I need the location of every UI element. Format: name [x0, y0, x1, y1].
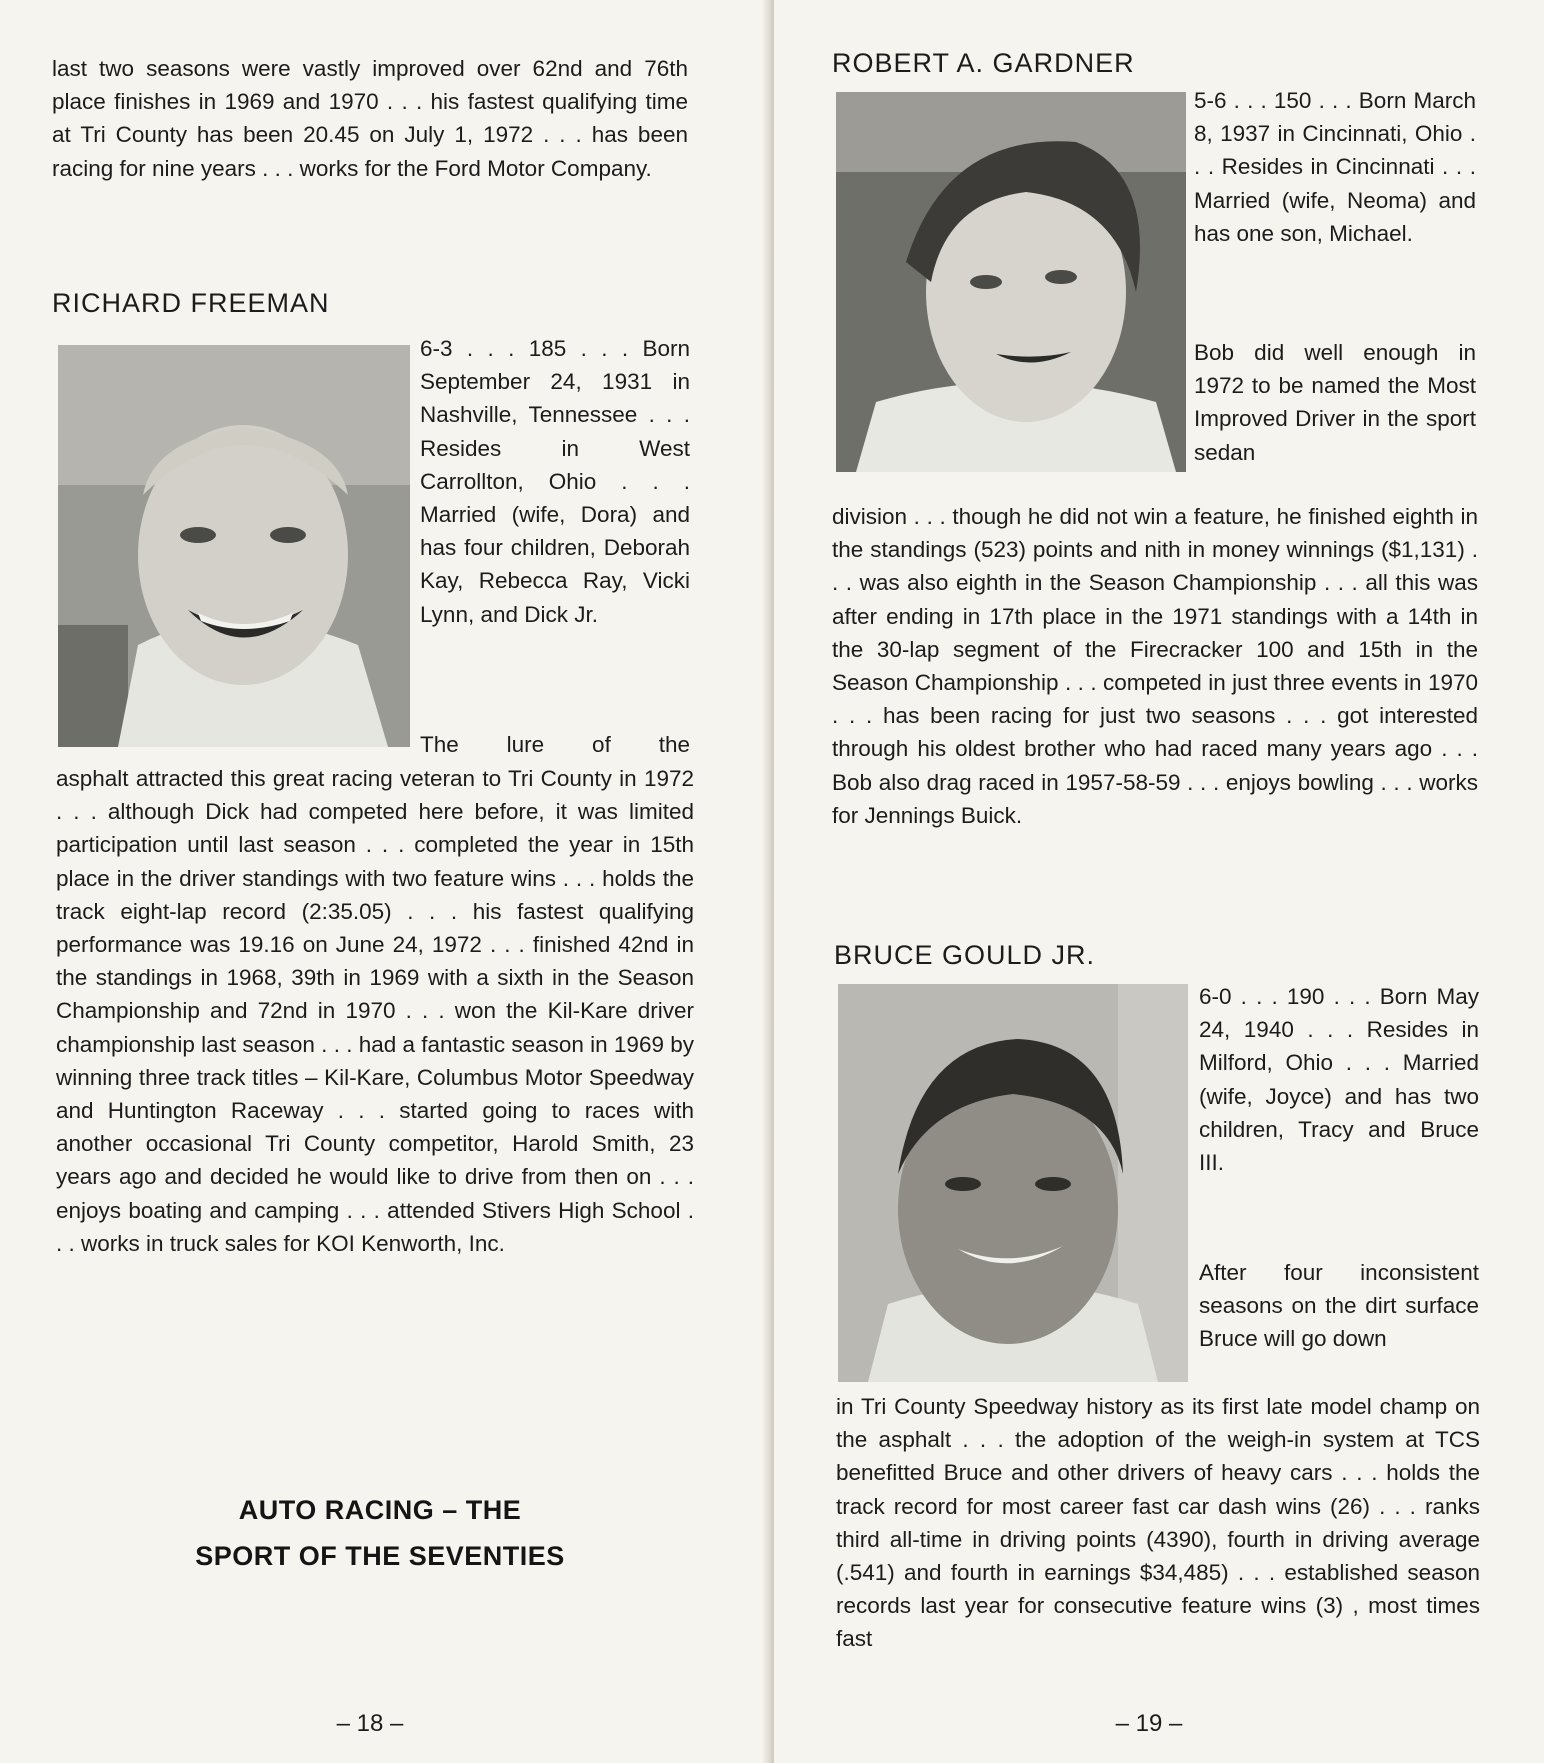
richard-freeman-photo [58, 345, 410, 747]
left-page [0, 0, 770, 1763]
richard-freeman-bio-story: asphalt attracted this great racing veteran to Tri County in 1972 . . . although Dick had competed here before, it was limited participation until last season . . . completed the year in 15th place in the driver standings with two feature wins . . . holds the track eight-lap record (2:35.05) . . . his fastest qualifying performance was 19.16 on June 24, 1972 . . . finished 42nd in the standings in 1968, 39th in 1969 with a sixth in the Season Championship and 72nd in 1970 . . . won the Kil-Kare driver championship last season . . . had a fantastic season in 1969 by winning three track titles – Kil-Kare, Columbus Motor Speedway and Huntington Raceway . . . started going to races with another occasional Tri County competitor, Harold Smith, 23 years ago and decided he would like to drive from then on . . . enjoys boating and camping . . . attended Stivers High School . . . works in truck sales for KOI Kenworth, Inc. [56, 766, 694, 1256]
page-number-left: – 18 – [336, 1710, 404, 1737]
driver-name-bruce-gould-jr: BRUCE GOULD JR. [834, 940, 1096, 970]
robert-gardner-portrait-image [836, 92, 1186, 472]
bruce-gould-photo [838, 984, 1188, 1382]
closing-title [160, 1487, 600, 1579]
right-page [774, 0, 1544, 1763]
robert-gardner-photo [836, 92, 1186, 472]
robert-gardner-bio-stats: 5-6 . . . 150 . . . Born March 8, 1937 in Cincinnati, Ohio . . . Resides in Cincinnati . . . Married (wife, Neoma) and has one son, Michael. [1194, 88, 1476, 246]
driver-name-robert-a-gardner: ROBERT A. GARDNER [832, 48, 1135, 78]
bruce-gould-bio-story: in Tri County Speedway history as its first late model champ on the asphalt . . . the adoption of the weigh-in system at TCS benefitted Bruce and other drivers of heavy cars . . . holds the track record for most career fast car dash wins (26) . . . ranks third all-time in driving points (4390), fourth in driving average (.541) and fourth in earnings $34,485) . . . established season records last year for consecutive feature wins (3) , most times fast [836, 1394, 1480, 1652]
richard-freeman-bio-stats: 6-3 . . . 185 . . . Born September 24, 1931 in Nashville, Tennessee . . . Resides in West Carrollton, Ohio . . . Married (wife, Dora) and has four children, Deborah Kay, Rebecca Ray, Vicki Lynn, and Dick Jr. [420, 336, 690, 627]
bruce-gould-bio-side: After four inconsistent seasons on the dirt surface Bruce will go down [1199, 1260, 1479, 1352]
closing-title-line-2: SPORT OF THE SEVENTIES [195, 1541, 565, 1571]
robert-gardner-bio-story: division . . . though he did not win a feature, he finished eighth in the standings (523) points and nith in money winnings ($1,131) . . . was also eighth in the Season Championship . . . all this was after ending in 17th place in the 1971 standings with a 14th in the 30-lap segment of the Firecracker 100 and 15th in the Season Championship . . . competed in just three events in 1970 . . . has been racing for just two seasons . . . got interested through his oldest brother who had raced many years ago . . . Bob also drag raced in 1957-58-59 . . . enjoys bowling . . . works for Jennings Buick. [832, 504, 1478, 828]
bruce-gould-bio-stats: 6-0 . . . 190 . . . Born May 24, 1940 . . . Resides in Milford, Ohio . . . Married (wife, Joyce) and has two children, Tracy and Bruce III. [1199, 984, 1479, 1176]
closing-title-line-1: AUTO RACING – THE [238, 1495, 522, 1525]
richard-freeman-bio-lead: The lure of the [420, 732, 690, 757]
driver-name-richard-freeman: RICHARD FREEMAN [52, 288, 330, 318]
bruce-gould-portrait-image [838, 984, 1188, 1382]
robert-gardner-bio-side: Bob did well enough in 1972 to be named the Most Improved Driver in the sport sedan [1194, 340, 1476, 465]
page-number-right: – 19 – [1115, 1710, 1183, 1737]
intro-paragraph: last two seasons were vastly improved over 62nd and 76th place finishes in 1969 and 1970 . . . his fastest qualifying time at Tri County has been 20.45 on July 1, 1972 . . . has been racing for nine years . . . works for the Ford Motor Company. [52, 56, 688, 181]
richard-freeman-portrait-image [58, 345, 410, 747]
